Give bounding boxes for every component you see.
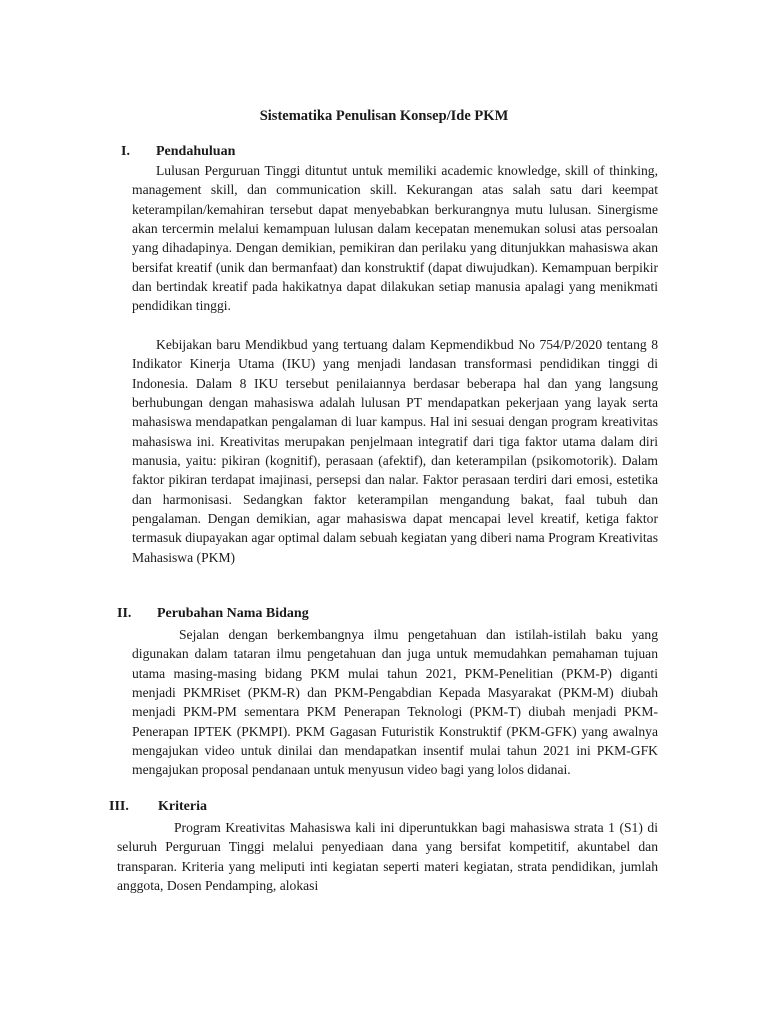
section-number: III. (109, 799, 129, 814)
section-heading-pendahuluan (121, 142, 421, 162)
paragraph: Program Kreativitas Mahasiswa kali ini diperuntukkan bagi mahasiswa strata 1 (S1) di seluruh Perguruan Tinggi melalui penyediaan dana yang bersifat kompetitif, akuntabel dan transparan. Kriteria yang meliputi inti kegiatan seperti materi kegiatan, strata pendidikan, jumlah anggota, Dosen Pendamping, alokasi (117, 820, 658, 894)
paragraph: Kebijakan baru Mendikbud yang tertuang dalam Kepmendikbud No 754/P/2020 tentang 8 Indikator Kinerja Utama (IKU) yang menjadi landasan transformasi pendidikan tinggi di Indonesia. Dalam 8 IKU tersebut penilaiannya berdasar beberapa hal dan yang langsung berhubungan dengan mahasiswa adalah lulusan PT mendapatkan pekerjaan yang layak serta mahasiswa mendapatkan pengalaman di luar kampus. Hal ini sesuai dengan program kreativitas mahasiswa ini. Kreativitas merupakan penjelmaan integratif dari tiga faktor utama dalam diri manusia, yaitu: pikiran (kognitif), perasaan (afektif), dan keterampilan (psikomotorik). Dalam faktor pikiran terdapat imajinasi, persepsi dan nalar. Faktor perasaan terdiri dari emosi, estetika dan harmonisasi. Sedangkan faktor keterampilan mengandung bakat, faal tubuh dan pengalaman. Dengan demikian, agar mahasiswa dapat mencapai level kreatif, ketiga faktor termasuk diupayakan agar optimal dalam sebuah kegiatan yang diberi nama Program Kreativitas Mahasiswa (PKM) (132, 337, 658, 565)
section-number: II. (117, 606, 132, 621)
section-title: Kriteria (158, 799, 207, 814)
paragraph: Sejalan dengan berkembangnya ilmu pengetahuan dan istilah-istilah baku yang digunakan dalam tataran ilmu pengetahuan dan juga untuk memudahkan pemahaman tujuan utama masing-masing bidang PKM mulai tahun 2021, PKM-Penelitian (PKM-P) diganti menjadi PKMRiset (PKM-R) dan PKM-Pengabdian Kepada Masyarakat (PKM-M) diubah menjadi PKM-PM sementara PKM Penerapan Teknologi (PKM-T) diubah menjadi PKM-Penerapan IPTEK (PKMPI). PKM Gagasan Futuristik Konstruktif (PKM-GFK) yang awalnya mengajukan video untuk dinilai dan mendapatkan insentif mulai tahun 2021 ini PKM-GFK mengajukan proposal pendanaan untuk menyusun video bagi yang lolos didanai. (132, 627, 658, 778)
section-title: Pendahuluan (156, 144, 236, 159)
section-title: Perubahan Nama Bidang (157, 606, 309, 621)
document-title: Sistematika Penulisan Konsep/Ide PKM (259, 108, 509, 124)
section-heading-perubahan-nama-bidang (117, 604, 517, 624)
section-number: I. (121, 144, 130, 159)
section-heading-kriteria (109, 797, 409, 817)
paragraph: Lulusan Perguruan Tinggi dituntut untuk memiliki academic knowledge, skill of thinking, management skill, dan communication skill. Kekurangan atas salah satu dari keempat keterampilan/kemahiran tersebut dapat menyebabkan berkurangnya mutu lulusan. Sinergisme akan tercermin melalui kemampuan lulusan dalam kecepatan menemukan solusi atas persoalan yang dihadapinya. Dengan demikian, pemikiran dan perilaku yang ditunjukkan mahasiswa akan bersifat kreatif (unik dan bermanfaat) dan konstruktif (dapat diwujudkan). Kemampuan berpikir dan bertindak kreatif pada hakikatnya dapat dilakukan setiap manusia apalagi yang menikmati pendidikan tinggi. (132, 163, 658, 314)
